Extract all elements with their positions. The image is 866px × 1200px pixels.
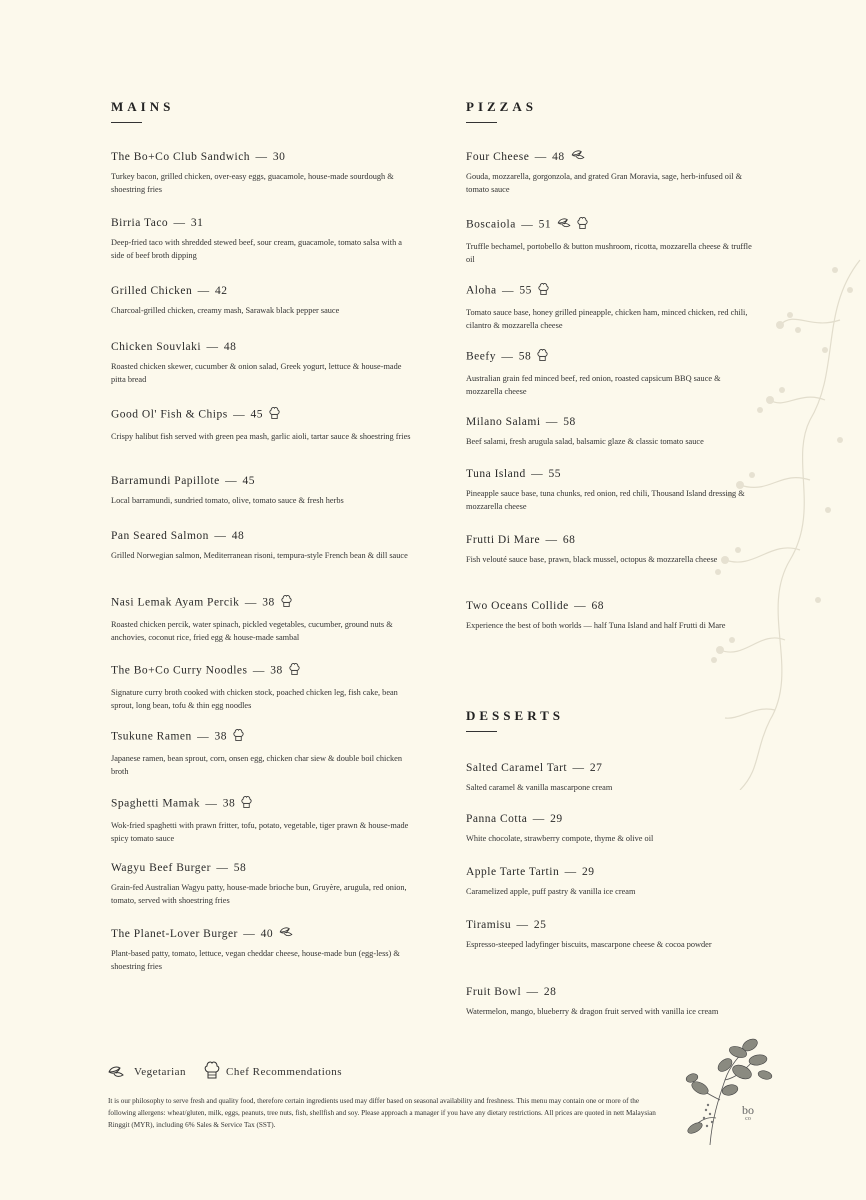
chef-hat-icon	[233, 728, 244, 746]
menu-item-description: Japanese ramen, bean sprout, corn, onsen egg, chicken char siew & double boil chicken broth	[111, 754, 402, 776]
menu-item-description: Crispy halibut fish served with green pea mash, garlic aioli, tartar sauce & shoestring fries	[111, 432, 411, 441]
menu-item-name: Frutti Di Mare	[466, 534, 541, 546]
menu-item-name: Chicken Souvlaki	[111, 341, 202, 353]
menu-item	[111, 216, 411, 262]
menu-item-heading	[111, 529, 411, 543]
menu-item-name: Birria Taco	[111, 217, 169, 229]
menu-item-name: Nasi Lemak Ayam Percik	[111, 596, 240, 609]
menu-item-name: Apple Tarte Tartin	[466, 866, 560, 878]
menu-item-heading	[466, 918, 756, 932]
price-separator: —	[542, 534, 561, 546]
menu-item-price: 25	[533, 919, 547, 931]
menu-item	[111, 927, 411, 973]
menu-item-heading	[111, 795, 411, 813]
price-separator: —	[517, 218, 537, 231]
menu-item	[466, 282, 756, 332]
menu-item-price: 48	[223, 341, 237, 353]
menu-item-heading	[111, 284, 411, 298]
menu-item	[466, 865, 756, 899]
menu-item-price: 51	[538, 218, 552, 231]
menu-item-description: Beef salami, fresh arugula salad, balsamic glaze & classic tomato sauce	[466, 437, 704, 446]
menu-item	[111, 861, 411, 907]
menu-item-description: Roasted chicken percik, water spinach, pickled vegetables, cucumber, ground nuts & anchovies, coconut rice, fried egg & house-made sambal	[111, 620, 393, 642]
logo-top: bo	[742, 1103, 754, 1117]
menu-item-price: 29	[550, 813, 563, 825]
desserts-title: DESSERTS	[466, 708, 565, 723]
menu-item-price: 42	[215, 285, 228, 297]
mains-title-rule	[111, 122, 142, 123]
price-separator: —	[170, 217, 189, 229]
menu-item	[111, 474, 411, 508]
menu-item-description: Signature curry broth cooked with chicken stock, poached chicken leg, fish cake, bean sprout, long bean, tofu & thin egg noodles	[111, 688, 398, 710]
menu-item-name: Two Oceans Collide	[466, 600, 569, 612]
price-separator: —	[497, 350, 517, 363]
menu-item	[111, 150, 411, 196]
menu-item-heading	[466, 467, 756, 481]
menu-item-price: 30	[272, 151, 286, 163]
menu-item-name: The Planet-Lover Burger	[111, 928, 238, 940]
pizzas-title: PIZZAS	[466, 99, 537, 114]
menu-item-price: 31	[190, 217, 204, 229]
menu-item-name: Barramundi Papillote	[111, 475, 220, 487]
price-separator: —	[193, 730, 213, 743]
chef-hat-icon	[577, 216, 588, 234]
menu-item-name: Milano Salami	[466, 416, 541, 428]
icon-legend	[108, 1060, 342, 1084]
price-separator: —	[194, 285, 214, 297]
price-separator: —	[542, 416, 562, 428]
menu-item-description: Caramelized apple, puff pastry & vanilla ice cream	[466, 887, 636, 896]
chef-hat-icon	[289, 662, 300, 680]
menu-item-heading	[111, 340, 411, 354]
menu-item-name: Salted Caramel Tart	[466, 762, 568, 774]
menu-item	[466, 918, 756, 952]
menu-item-price: 38	[262, 596, 275, 609]
chef-hat-icon	[538, 282, 549, 300]
menu-item-name: Grilled Chicken	[111, 285, 193, 297]
price-separator: —	[523, 986, 542, 998]
menu-item-heading	[466, 216, 756, 234]
menu-item-name: Boscaiola	[466, 218, 516, 231]
chef-hat-icon	[204, 1060, 220, 1084]
menu-item-description: Experience the best of both worlds — half Tuna Island and half Frutti di Mare	[466, 621, 726, 630]
vegetarian-icon	[108, 1063, 124, 1082]
menu-item-description: Roasted chicken skewer, cucumber & onion salad, Greek yogurt, lettuce & house-made pitta bread	[111, 362, 402, 384]
vegetarian-icon	[571, 150, 585, 164]
chef-hat-icon	[269, 406, 280, 424]
price-separator: —	[570, 600, 590, 612]
menu-item-heading	[466, 282, 756, 300]
menu-item	[466, 415, 756, 449]
price-separator: —	[513, 919, 532, 931]
price-separator: —	[203, 341, 222, 353]
menu-item	[111, 594, 411, 644]
menu-item-price: 38	[222, 797, 236, 810]
chef-hat-icon	[537, 348, 548, 366]
menu-item-name: Spaghetti Mamak	[111, 797, 200, 810]
menu-item-heading	[111, 594, 411, 612]
menu-item	[466, 150, 756, 196]
brand-logo	[742, 1104, 754, 1123]
pizzas-title-rule	[466, 122, 497, 123]
menu-item	[466, 533, 756, 567]
menu-item-price: 29	[581, 866, 595, 878]
menu-item-price: 45	[242, 475, 255, 487]
menu-item-description: White chocolate, strawberry compote, thyme & olive oil	[466, 834, 654, 843]
menu-item-description: Turkey bacon, grilled chicken, over-easy eggs, guacamole, house-made sourdough & shoestring fries	[111, 172, 394, 194]
price-separator: —	[527, 468, 547, 480]
menu-item-price: 48	[231, 530, 245, 542]
menu-item-heading	[466, 761, 756, 775]
price-separator: —	[241, 596, 261, 609]
menu-item-description: Charcoal-grilled chicken, creamy mash, Sarawak black pepper sauce	[111, 306, 340, 315]
menu-item-description: Gouda, mozzarella, gorgonzola, and grated Gran Moravia, sage, herb-infused oil & tomato sauce	[466, 172, 743, 194]
menu-item-heading	[466, 812, 756, 826]
menu-item-heading	[111, 662, 411, 680]
menu-item	[111, 529, 411, 563]
menu-item-heading	[111, 861, 411, 875]
menu-item-description: Plant-based patty, tomato, lettuce, vegan cheddar cheese, house-made bun (egg-less) & shoestring fries	[111, 949, 400, 971]
menu-item-description: Wok-fried spaghetti with prawn fritter, tofu, potato, vegetable, tiger prawn & house-made spicy tomato sauce	[111, 821, 409, 843]
menu-item-price: 40	[260, 928, 274, 940]
menu-item	[466, 985, 756, 1019]
menu-item-description: Salted caramel & vanilla mascarpone cream	[466, 783, 613, 792]
menu-item-description: Grilled Norwegian salmon, Mediterranean risoni, tempura-style French bean & dill sauce	[111, 551, 408, 560]
menu-item-price: 28	[543, 986, 557, 998]
menu-item-name: Wagyu Beef Burger	[111, 862, 211, 874]
menu-item-heading	[111, 150, 411, 164]
menu-item-name: Fruit Bowl	[466, 986, 522, 998]
menu-item-name: Pan Seared Salmon	[111, 530, 209, 542]
menu-item-price: 38	[270, 664, 283, 677]
menu-item	[111, 406, 411, 444]
menu-item-description: Truffle bechamel, portobello & button mushroom, ricotta, mozzarella cheese & truffle oil	[466, 242, 752, 264]
menu-item	[466, 599, 756, 633]
chef-hat-icon	[241, 795, 252, 813]
menu-item-heading	[466, 599, 756, 613]
price-separator: —	[210, 530, 230, 542]
menu-item-name: The Bo+Co Curry Noodles	[111, 664, 248, 677]
menu-item-price: 55	[548, 468, 561, 480]
menu-item-name: Tuna Island	[466, 468, 526, 480]
menu-item-description: Pineapple sauce base, tuna chunks, red onion, red chili, Thousand Island dressing & mozzarella cheese	[466, 489, 745, 511]
menu-item-price: 68	[591, 600, 604, 612]
price-separator: —	[212, 862, 232, 874]
mains-title: MAINS	[111, 99, 175, 114]
menu-item-heading	[111, 927, 411, 941]
chef-hat-icon	[281, 594, 292, 612]
menu-item-name: Tsukune Ramen	[111, 730, 192, 743]
vegetarian-icon	[557, 218, 571, 232]
menu-item	[466, 348, 756, 398]
menu-item-description: Tomato sauce base, honey grilled pineapple, chicken ham, minced chicken, red chili, cilantro & mozzarella cheese	[466, 308, 748, 330]
menu-item	[466, 812, 756, 846]
menu-item-description: Watermelon, mango, blueberry & dragon fruit served with vanilla ice cream	[466, 1007, 719, 1016]
price-separator: —	[239, 928, 259, 940]
menu-item	[466, 216, 756, 266]
herb-sketch-illustration	[680, 1030, 775, 1145]
price-separator: —	[201, 797, 221, 810]
menu-item-heading	[466, 150, 756, 164]
price-separator: —	[249, 664, 269, 677]
menu-item-heading	[111, 406, 411, 424]
price-separator: —	[529, 813, 549, 825]
menu-item-name: Aloha	[466, 284, 497, 297]
footer-disclaimer: It is our philosophy to serve fresh and quality food, therefore certain ingredients used may differ based on seasonal availability and freshness. This menu may contain one or more of the following allergens: wheat/gluten, milk, eggs, peanuts, tree nuts, fish, shellfish and soy. Please approach a manager if you have any dietary restrictions. All prices are quoted in nett Malaysian Ringgit (MYR), including 6% Sales & Service Tax (SST).	[108, 1097, 656, 1129]
menu-item-price: 48	[552, 151, 565, 163]
menu-item-price: 58	[518, 350, 532, 363]
price-separator: —	[229, 408, 249, 421]
menu-item-heading	[466, 865, 756, 879]
menu-item-description: Deep-fried taco with shredded stewed beef, sour cream, guacamole, tomato salsa with a side of beef broth dipping	[111, 238, 402, 260]
legend-chef-label: Chef Recommendations	[226, 1066, 343, 1078]
menu-item-price: 27	[589, 762, 603, 774]
price-separator: —	[561, 866, 580, 878]
logo-bottom: co	[745, 1116, 751, 1122]
menu-item-description: Grain-fed Australian Wagyu patty, house-made brioche bun, Gruyère, arugula, red onion, tomato, served with shoestring fries	[111, 883, 407, 905]
menu-item-price: 55	[519, 284, 532, 297]
price-separator: —	[221, 475, 241, 487]
menu-item-price: 68	[562, 534, 576, 546]
menu-item-description: Local barramundi, sundried tomato, olive, tomato sauce & fresh herbs	[111, 496, 344, 505]
menu-item-price: 45	[250, 408, 263, 421]
price-separator: —	[252, 151, 271, 163]
menu-item-description: Australian grain fed minced beef, red onion, roasted capsicum BBQ sauce & mozzarella cheese	[466, 374, 721, 396]
desserts-title-rule	[466, 731, 497, 732]
menu-item-price: 38	[214, 730, 228, 743]
vegetarian-icon	[279, 927, 293, 941]
menu-item-heading	[466, 985, 756, 999]
menu-item-name: Four Cheese	[466, 151, 530, 163]
menu-item-name: Tiramisu	[466, 919, 512, 931]
menu-item-heading	[466, 533, 756, 547]
menu-item-price: 58	[233, 862, 247, 874]
menu-item-description: Espresso-steeped ladyfinger biscuits, mascarpone cheese & cocoa powder	[466, 940, 712, 949]
menu-item-description: Fish velouté sauce base, prawn, black mussel, octopus & mozzarella cheese	[466, 555, 718, 564]
menu-item-name: Good Ol' Fish & Chips	[111, 408, 228, 421]
menu-item-heading	[466, 415, 756, 429]
menu-item-heading	[111, 474, 411, 488]
menu-item-name: Panna Cotta	[466, 813, 528, 825]
menu-item-name: Beefy	[466, 350, 496, 363]
menu-item-heading	[466, 348, 756, 366]
menu-item	[111, 728, 411, 778]
menu-item-heading	[111, 728, 411, 746]
price-separator: —	[531, 151, 551, 163]
menu-item	[466, 761, 756, 795]
menu-item	[111, 662, 411, 712]
menu-item	[111, 284, 411, 318]
menu-item	[111, 795, 411, 845]
price-separator: —	[569, 762, 588, 774]
menu-item-price: 58	[563, 416, 576, 428]
menu-item	[466, 467, 756, 513]
legend-vegetarian-label: Vegetarian	[134, 1066, 187, 1078]
price-separator: —	[498, 284, 518, 297]
menu-item-name: The Bo+Co Club Sandwich	[111, 151, 251, 163]
menu-item	[111, 340, 411, 386]
menu-item-heading	[111, 216, 411, 230]
